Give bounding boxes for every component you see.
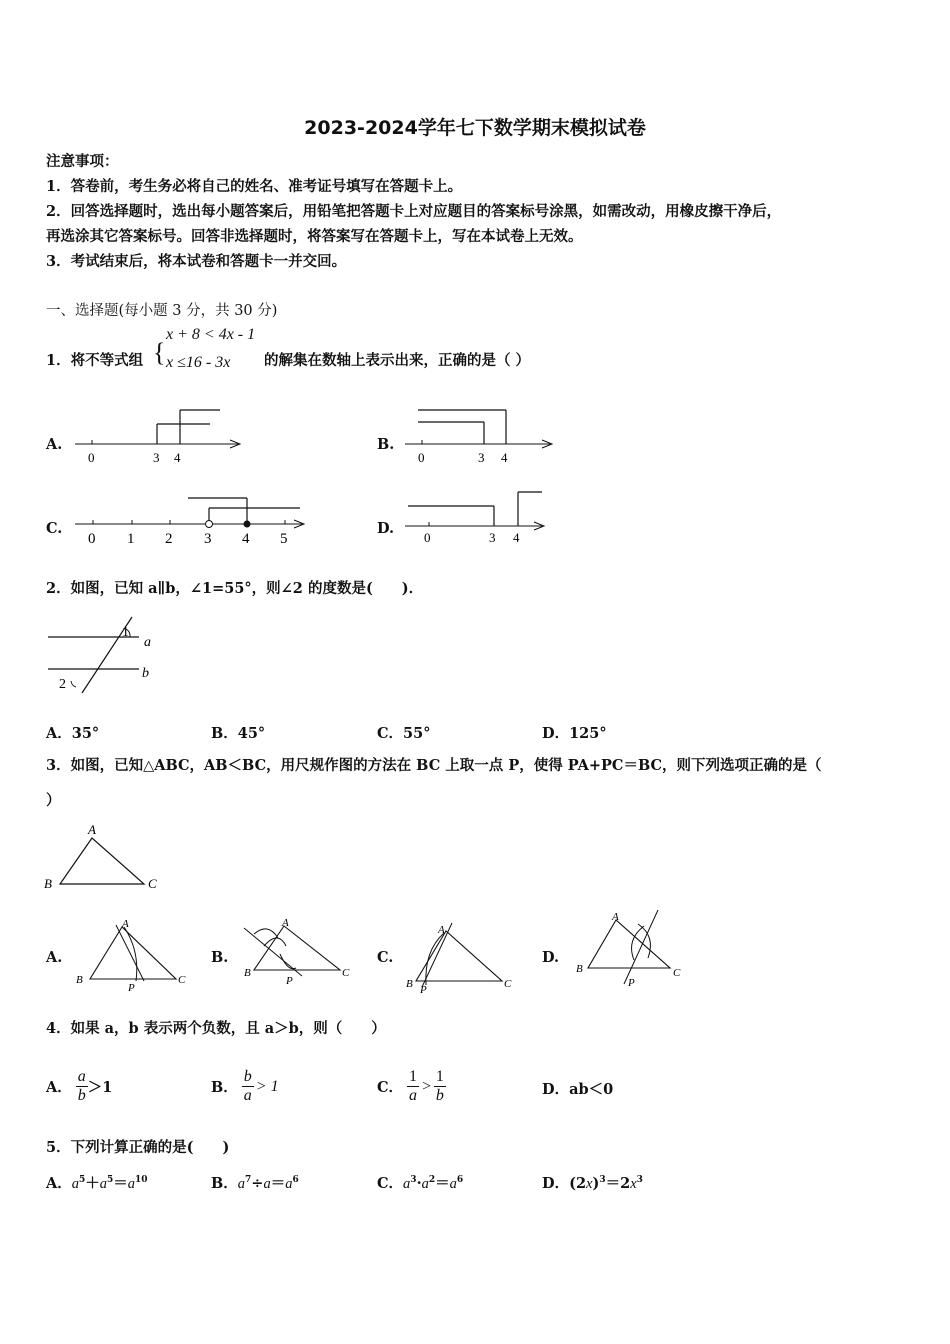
q1-option-c-number-line [70, 488, 310, 550]
q1-suffix: 的解集在数轴上表示出来，正确的是（ ） [264, 352, 531, 369]
svg-text:B: B [244, 967, 251, 979]
q2-option-b: B．45° [211, 725, 266, 742]
svg-text:4: 4 [242, 531, 250, 547]
svg-text:P: P [128, 982, 135, 994]
svg-text:A: A [282, 917, 289, 929]
svg-text:P: P [286, 975, 293, 987]
svg-text:B: B [576, 963, 583, 975]
q5-option-a: A．$a^5+a^5=a^{10}$ [46, 1175, 148, 1192]
q3-option-d-label: D. [542, 949, 560, 966]
svg-text:A: A [122, 918, 129, 930]
svg-text:B: B [44, 876, 52, 891]
svg-text:2: 2 [165, 531, 173, 547]
svg-text:P: P [420, 984, 427, 995]
q3-option-d-figure [572, 906, 692, 990]
section-1-heading: 一、选择题(每小题 3 分，共 30 分) [46, 303, 278, 319]
note-3: 3．考试结束后，将本试卷和答题卡一并交回。 [46, 253, 347, 270]
svg-text:C: C [504, 978, 512, 990]
q2-option-d: D．125° [542, 725, 607, 742]
tick-4: 4 [174, 450, 181, 465]
svg-text:4: 4 [501, 450, 508, 465]
q2-figure [44, 615, 164, 695]
svg-text:3: 3 [204, 531, 212, 547]
q2-option-a: A．35° [46, 725, 100, 742]
svg-text:B: B [76, 974, 83, 986]
q2-angle-1-label: 1 [122, 625, 129, 640]
q1-option-b-label: B. [377, 436, 395, 453]
note-2a: 2．回答选择题时，选出每小题答案后，用铅笔把答题卡上对应题目的答案标号涂黑，如需改动，用橡皮擦干净后， [46, 203, 782, 220]
q2-angle-2-label: 2 [59, 677, 66, 692]
q2-stem: 2．如图，已知 a∥b，∠1=55°，则∠2 的度数是( )． [46, 580, 424, 597]
q3-option-a-label: A. [46, 949, 63, 966]
q3-triangle-figure [40, 818, 170, 896]
q1-brace: { [153, 338, 166, 367]
q1-inequality-1: x + 8 < 4x - 1 [166, 326, 256, 343]
q1-option-a-number-line [70, 400, 250, 470]
svg-text:0: 0 [424, 530, 431, 545]
q1-option-d-label: D. [377, 520, 395, 537]
q1-inequality-2: x ≤16 - 3x [166, 354, 231, 371]
svg-text:C: C [178, 974, 186, 986]
q1-option-c-label: C. [46, 520, 63, 537]
q4-stem: 4．如果 a，b 表示两个负数，且 a＞b，则（ ） [46, 1020, 386, 1037]
q3-option-b-figure [238, 912, 358, 992]
tick-0: 0 [88, 450, 95, 465]
q3-option-c-label: C. [377, 949, 394, 966]
svg-text:C: C [673, 967, 681, 979]
svg-text:0: 0 [418, 450, 425, 465]
tick-3: 3 [153, 450, 160, 465]
q5-option-c: C．$a^3\cdot a^2=a^6$ [377, 1175, 464, 1192]
q4-option-a: A． $\frac{a}{b}$ ＞1 [46, 1068, 113, 1104]
svg-text:A: A [438, 924, 445, 936]
q3-stem: 3．如图，已知△ABC，AB＜BC，用尺规作图的方法在 BC 上取一点 P，使得 PA+PC＝BC，则下列选项正确的是（ [46, 757, 822, 774]
svg-text:C: C [342, 967, 350, 979]
svg-text:4: 4 [513, 530, 520, 545]
svg-text:1: 1 [127, 531, 135, 547]
q4-option-d: D．ab＜0 [542, 1081, 614, 1098]
q5-option-d: D．$(2x)^3=2x^3$ [542, 1175, 643, 1192]
q1-prefix: 1．将不等式组 [46, 352, 144, 369]
q2-line-b-label: b [142, 666, 149, 681]
note-2b: 再选涂其它答案标号。回答非选择题时，将答案写在答题卡上，写在本试卷上无效。 [46, 228, 583, 245]
q5-option-b: B．$a^7\div a=a^6$ [211, 1175, 299, 1192]
q4-option-c: C． $\frac{1}{a}$ > $\frac{1}{b}$ [377, 1068, 444, 1104]
svg-text:P: P [628, 977, 635, 989]
q3-option-c-figure [404, 915, 524, 995]
svg-text:B: B [406, 978, 413, 990]
svg-text:0: 0 [88, 531, 96, 547]
page-title: 2023-2024学年七下数学期末模拟试卷 [304, 117, 646, 139]
svg-text:C: C [148, 876, 157, 891]
q2-option-c: C．55° [377, 725, 431, 742]
q1-option-d-number-line [400, 484, 560, 550]
svg-text:A: A [88, 822, 96, 837]
note-1: 1．答卷前，考生务必将自己的姓名、准考证号填写在答题卡上。 [46, 178, 463, 195]
notes-heading: 注意事项： [46, 153, 119, 170]
svg-text:5: 5 [280, 531, 288, 547]
svg-text:3: 3 [489, 530, 496, 545]
q3-stem-end: ） [46, 792, 61, 809]
q1-option-b-number-line [400, 400, 560, 470]
q5-stem: 5．下列计算正确的是( ) [46, 1139, 230, 1156]
svg-text:A: A [612, 911, 619, 923]
svg-text:3: 3 [478, 450, 485, 465]
q1-option-a-label: A. [46, 436, 63, 453]
q2-line-a-label: a [144, 635, 151, 650]
q3-option-b-label: B. [211, 949, 229, 966]
q3-option-a-figure [72, 915, 192, 995]
q4-option-b: B． $\frac{b}{a}$ > 1 [211, 1068, 279, 1104]
